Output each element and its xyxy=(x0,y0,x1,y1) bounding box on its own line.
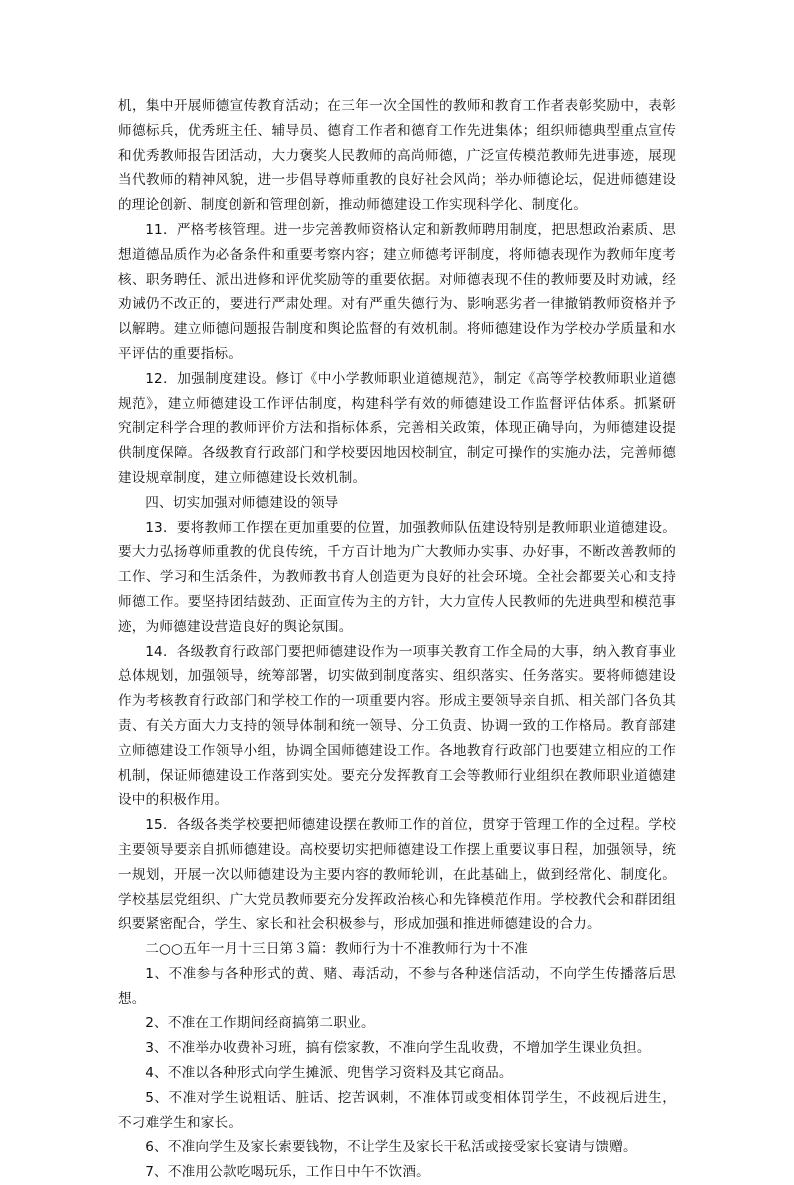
paragraph-13: 13．要将教师工作摆在更加重要的位置，加强教师队伍建设特别是教师职业道德建设。要大力弘扬尊师重教的优良传统，千方百计地为广大教师办实事、办好事，不断改善教师的工作、学习和生活条件，为教师教书育人创造更为良好的社会环境。全社会都要关心和支持师德工作。要坚持团结鼓劲、正面宣传为主的方针，大力宣传人民教师的先进典型和模范事迹，为师德建设营造良好的舆论氛围。 xyxy=(118,519,676,635)
paragraph-12-system-building: 12．加强制度建设。修订《中小学教师职业道德规范》，制定《高等学校教师职业道德规范》，建立师德建设工作评估制度，构建科学有效的师德建设工作监督评估体系。抓紧研究制定科学合理的教师评价方法和指标体系，完善相关政策，体现正确导向，为师德建设提供制度保障。各级教育行政部门和学校要因地因校制宜，制定可操作的实施办法，完善师德建设规章制度，建立师德建设长效机制。 xyxy=(118,370,676,486)
rule-item-2: 2、不准在工作期间经商搞第二职业。 xyxy=(145,1015,375,1032)
rule-item-3: 3、不准举办收费补习班，搞有偿家教，不准向学生乱收费，不增加学生课业负担。 xyxy=(145,1040,651,1057)
rule-item-4: 4、不准以各种形式向学生摊派、兜售学习资料及其它商品。 xyxy=(145,1065,513,1082)
paragraph-intro-continuation: 机，集中开展师德宣传教育活动；在三年一次全国性的教师和教育工作者表彰奖励中，表彰师德标兵，优秀班主任、辅导员、德育工作者和德育工作先进集体；组织师德典型重点宣传和优秀教师报告团活动，大力褒奖人民教师的高尚师德，广泛宣传模范教师先进事迹，展现当代教师的精神风貌，进一步倡导尊师重教的良好社会风尚；举办师德论坛，促进师德建设的理论创新、制度创新和管理创新，推动师德建设工作实现科学化、制度化。 xyxy=(118,98,676,214)
paragraph-15: 15．各级各类学校要把师德建设摆在教师工作的首位，贯穿于管理工作的全过程。学校主要领导要亲自抓师德建设。高校要切实把师德建设工作摆上重要议事日程，加强领导，统一规划，开展一次以师德建设为主要内容的教师轮训，在此基础上，做到经常化、制度化。学校基层党组织、广大党员教师要充分发挥政治核心和先锋模范作用。学校教代会和群团组织要紧密配合，学生、家长和社会积极参与，形成加强和推进师德建设的合力。 xyxy=(118,817,676,933)
rule-item-6: 6、不准向学生及家长索要钱物，不让学生及家长干私活或接受家长宴请与馈赠。 xyxy=(145,1139,637,1156)
rule-item-5: 5、不准对学生说粗话、脏话、挖苦讽刺，不准体罚或变相体罚学生，不歧视后进生，不刁难学生和家长。 xyxy=(118,1089,676,1131)
date-and-article-title: 二○○五年一月十三日第３篇：教师行为十不准教师行为十不准 xyxy=(145,941,528,958)
rule-item-7: 7、不准用公款吃喝玩乐，工作日中午不饮酒。 xyxy=(145,1164,430,1181)
section-heading-leadership: 四、切实加强对师德建设的领导 xyxy=(145,494,339,511)
rule-item-1: 1、不准参与各种形式的黄、赌、毒活动，不参与各种迷信活动，不向学生传播落后思想。 xyxy=(118,965,676,1007)
paragraph-11-assessment: 11．严格考核管理。进一步完善教师资格认定和新教师聘用制度，把思想政治素质、思想道德品质作为必备条件和重要考察内容；建立师德考评制度，将师德表现作为教师年度考核、职务聘任、派出进修和评优奖励等的重要依据。对师德表现不佳的教师要及时劝诫，经劝诫仍不改正的，要进行严肃处理。对有严重失德行为、影响恶劣者一律撤销教师资格并予以解聘。建立师德问题报告制度和舆论监督的有效机制。将师德建设作为学校办学质量和水平评估的重要指标。 xyxy=(118,221,676,362)
paragraph-14: 14．各级教育行政部门要把师德建设作为一项事关教育工作全局的大事，纳入教育事业总体规划，加强领导，统筹部署，切实做到制度落实、组织落实、任务落实。要将师德建设作为考核教育行政部门和学校工作的一项重要内容。形成主要领导亲自抓、相关部门各负其责、有关方面大力支持的领导体制和统一领导、分工负责、协调一致的工作格局。教育部建立师德建设工作领导小组，协调全国师德建设工作。各地教育行政部门也要建立相应的工作机制，保证师德建设工作落到实处。要充分发挥教育工会等教师行业组织在教师职业道德建设中的积极作用。 xyxy=(118,643,676,809)
